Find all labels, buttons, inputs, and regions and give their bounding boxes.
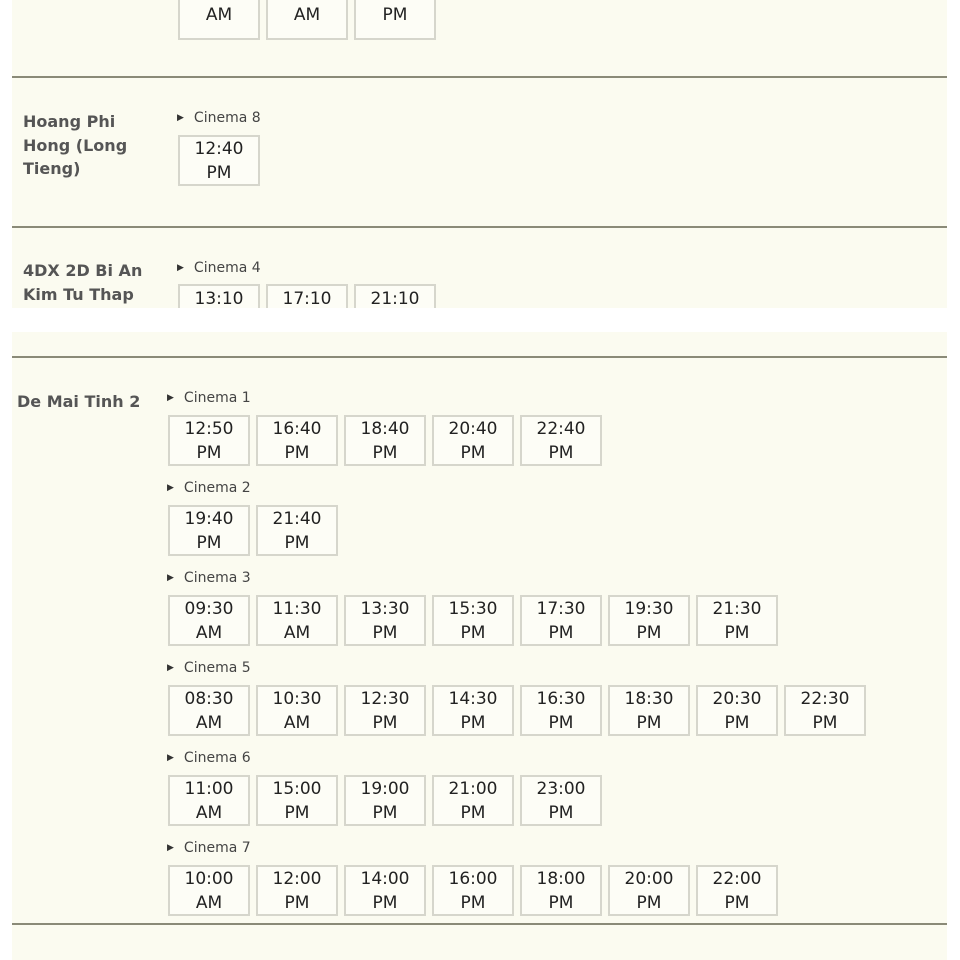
showtime-button[interactable]: [432, 775, 514, 826]
showtime-time: 20:30: [712, 688, 762, 709]
movie-title: 4DX 2D Bi An Kim Tu Thap: [23, 261, 143, 304]
showtime-meridiem: PM: [460, 442, 486, 463]
showtime-time: 16:40: [272, 418, 322, 439]
showtime-meridiem: PM: [724, 892, 750, 913]
cinema-label[interactable]: [178, 257, 261, 279]
showtime-button[interactable]: [256, 865, 338, 916]
showtime-button[interactable]: [344, 685, 426, 736]
cinema-name: Cinema 1: [183, 390, 251, 406]
showtimes-panel-top: [12, 0, 947, 308]
partial-showtimes-row: [178, 0, 478, 41]
cinema-block: [168, 387, 866, 466]
showtime-time: 20:00: [624, 868, 674, 889]
showtime-button[interactable]: [344, 415, 426, 466]
cinema-label[interactable]: [178, 107, 261, 129]
showtime-meridiem: PM: [636, 892, 662, 913]
cinema-block: [168, 837, 866, 916]
showtimes-row: [168, 505, 866, 556]
showtime-meridiem: PM: [460, 802, 486, 823]
divider: [12, 226, 947, 228]
cinema-label[interactable]: [168, 657, 866, 679]
showtime-time: 12:50: [184, 418, 234, 439]
movie-title: Hoang Phi Hong (Long Tieng): [23, 112, 128, 178]
showtime-time: 23:00: [536, 778, 586, 799]
showtime-button[interactable]: [344, 775, 426, 826]
showtime-button[interactable]: [178, 0, 260, 40]
showtime-button[interactable]: [608, 595, 690, 646]
showtime-meridiem: PM: [372, 622, 398, 643]
showtime-time: 13:10: [194, 289, 244, 308]
showtime-time: 18:40: [360, 418, 410, 439]
cinema-name: Cinema 3: [183, 570, 251, 586]
showtime-time: 21:10: [370, 289, 420, 308]
showtime-button[interactable]: [608, 685, 690, 736]
showtime-button[interactable]: [696, 595, 778, 646]
showtime-time: 12:40: [194, 138, 244, 159]
cinema-label[interactable]: [168, 837, 866, 859]
showtime-time: 10:00: [184, 868, 234, 889]
showtime-time: 11:00: [184, 778, 234, 799]
showtime-button[interactable]: [520, 685, 602, 736]
showtime-button[interactable]: [432, 865, 514, 916]
showtime-button[interactable]: [256, 685, 338, 736]
showtime-time: 17:30: [536, 598, 586, 619]
cinema-name: Cinema 6: [183, 750, 251, 766]
showtime-time: 19:00: [360, 778, 410, 799]
showtime-meridiem: AM: [195, 712, 223, 733]
divider: [12, 76, 947, 78]
showtime-button[interactable]: [256, 775, 338, 826]
showtime-time: 22:00: [712, 868, 762, 889]
cinema-name: Cinema 2: [183, 480, 251, 496]
cinema-name: Cinema 4: [193, 260, 261, 276]
showtime-meridiem: PM: [548, 802, 574, 823]
showtime-meridiem: PM: [636, 622, 662, 643]
cinema-name: Cinema 5: [183, 660, 251, 676]
showtime-button[interactable]: [168, 415, 250, 466]
showtime-button[interactable]: [696, 685, 778, 736]
triangle-right-icon: ▶: [167, 573, 174, 583]
showtime-button[interactable]: [520, 595, 602, 646]
divider: [12, 923, 947, 925]
showtime-meridiem: PM: [460, 622, 486, 643]
showtimes-row: [168, 865, 866, 916]
showtime-button[interactable]: [344, 595, 426, 646]
cinema-block: [168, 477, 866, 556]
cinema-label[interactable]: [168, 387, 866, 409]
showtime-meridiem: PM: [196, 442, 222, 463]
showtime-button[interactable]: [256, 505, 338, 556]
showtime-button[interactable]: [608, 865, 690, 916]
showtime-button[interactable]: [432, 595, 514, 646]
showtime-time: 16:30: [536, 688, 586, 709]
showtime-button[interactable]: [256, 595, 338, 646]
showtime-time: 13:30: [360, 598, 410, 619]
showtime-button[interactable]: [168, 865, 250, 916]
showtime-meridiem: AM: [195, 892, 223, 913]
showtime-meridiem: PM: [372, 712, 398, 733]
showtime-button[interactable]: [178, 284, 260, 308]
showtime-time: 21:00: [448, 778, 498, 799]
showtime-button[interactable]: [520, 775, 602, 826]
triangle-right-icon: ▶: [167, 663, 174, 673]
showtime-meridiem: AM: [195, 802, 223, 823]
showtime-button[interactable]: [178, 135, 260, 186]
showtime-button[interactable]: [256, 415, 338, 466]
showtime-meridiem: PM: [382, 4, 408, 25]
showtime-time: 19:40: [184, 508, 234, 529]
showtime-button[interactable]: [168, 685, 250, 736]
showtime-time: 17:10: [282, 289, 332, 308]
showtimes-row: [168, 595, 866, 646]
showtime-meridiem: AM: [293, 4, 321, 25]
showtimes-row: [168, 775, 866, 826]
triangle-right-icon: ▶: [167, 843, 174, 853]
showtime-meridiem: PM: [372, 802, 398, 823]
showtime-time: 08:30: [184, 688, 234, 709]
showtime-meridiem: AM: [205, 4, 233, 25]
showtime-button[interactable]: [696, 865, 778, 916]
showtime-time: 12:30: [360, 688, 410, 709]
showtime-time: 14:00: [360, 868, 410, 889]
showtime-time: 18:30: [624, 688, 674, 709]
showtime-time: 21:30: [712, 598, 762, 619]
showtime-time: 22:30: [800, 688, 850, 709]
showtime-button[interactable]: [168, 775, 250, 826]
showtime-time: 11:30: [272, 598, 322, 619]
showtime-button[interactable]: [168, 505, 250, 556]
showtime-button[interactable]: [520, 865, 602, 916]
showtime-meridiem: PM: [548, 892, 574, 913]
showtime-time: 15:00: [272, 778, 322, 799]
showtimes-row: [168, 415, 866, 466]
showtime-time: 21:40: [272, 508, 322, 529]
cinema-label-wrap: [178, 257, 261, 279]
showtime-button[interactable]: [266, 0, 348, 40]
cinema-list: [168, 387, 866, 927]
showtime-button[interactable]: [520, 415, 602, 466]
cinema-block: [168, 567, 866, 646]
showtimes-panel-bottom: [12, 332, 947, 960]
showtime-meridiem: PM: [206, 162, 232, 183]
showtime-time: 10:30: [272, 688, 322, 709]
showtime-button[interactable]: [354, 284, 436, 308]
showtime-meridiem: PM: [548, 712, 574, 733]
showtime-meridiem: PM: [548, 622, 574, 643]
showtime-time: 20:40: [448, 418, 498, 439]
showtime-meridiem: PM: [724, 712, 750, 733]
cinema-block: [168, 747, 866, 826]
cinema-block: [168, 657, 866, 736]
showtime-meridiem: PM: [372, 892, 398, 913]
showtime-meridiem: AM: [283, 622, 311, 643]
triangle-right-icon: ▶: [167, 753, 174, 763]
showtime-time: 22:40: [536, 418, 586, 439]
showtime-meridiem: PM: [460, 712, 486, 733]
showtime-button[interactable]: [784, 685, 866, 736]
showtime-time: 16:00: [448, 868, 498, 889]
showtime-meridiem: PM: [284, 802, 310, 823]
showtime-meridiem: PM: [724, 622, 750, 643]
triangle-right-icon: ▶: [177, 263, 184, 273]
cinema-label[interactable]: [168, 477, 866, 499]
triangle-right-icon: ▶: [167, 393, 174, 403]
movie-showtimes: [178, 107, 261, 186]
showtime-time: 19:30: [624, 598, 674, 619]
cinema-label[interactable]: [168, 747, 866, 769]
showtime-meridiem: PM: [548, 442, 574, 463]
showtimes-row: [168, 685, 866, 736]
showtime-meridiem: PM: [284, 892, 310, 913]
showtime-meridiem: PM: [460, 892, 486, 913]
showtime-meridiem: PM: [812, 712, 838, 733]
showtime-button[interactable]: [354, 0, 436, 40]
showtime-meridiem: PM: [372, 442, 398, 463]
cinema-name: Cinema 7: [183, 840, 251, 856]
showtime-button[interactable]: [266, 284, 348, 308]
showtime-time: 12:00: [272, 868, 322, 889]
showtime-meridiem: PM: [636, 712, 662, 733]
triangle-right-icon: ▶: [177, 113, 184, 123]
showtime-meridiem: AM: [195, 622, 223, 643]
showtime-meridiem: PM: [284, 532, 310, 553]
showtime-button[interactable]: [344, 865, 426, 916]
showtime-meridiem: AM: [283, 712, 311, 733]
partial-showtimes-row: [178, 284, 478, 308]
showtime-time: 15:30: [448, 598, 498, 619]
divider: [12, 356, 947, 358]
cinema-label[interactable]: [168, 567, 866, 589]
showtime-time: 09:30: [184, 598, 234, 619]
triangle-right-icon: ▶: [167, 483, 174, 493]
showtime-button[interactable]: [168, 595, 250, 646]
movie-title: De Mai Tinh 2: [17, 392, 141, 411]
showtime-button[interactable]: [432, 685, 514, 736]
cinema-name: Cinema 8: [193, 110, 261, 126]
showtime-button[interactable]: [432, 415, 514, 466]
showtime-time: 14:30: [448, 688, 498, 709]
showtime-meridiem: PM: [196, 532, 222, 553]
showtime-meridiem: PM: [284, 442, 310, 463]
showtime-time: 18:00: [536, 868, 586, 889]
